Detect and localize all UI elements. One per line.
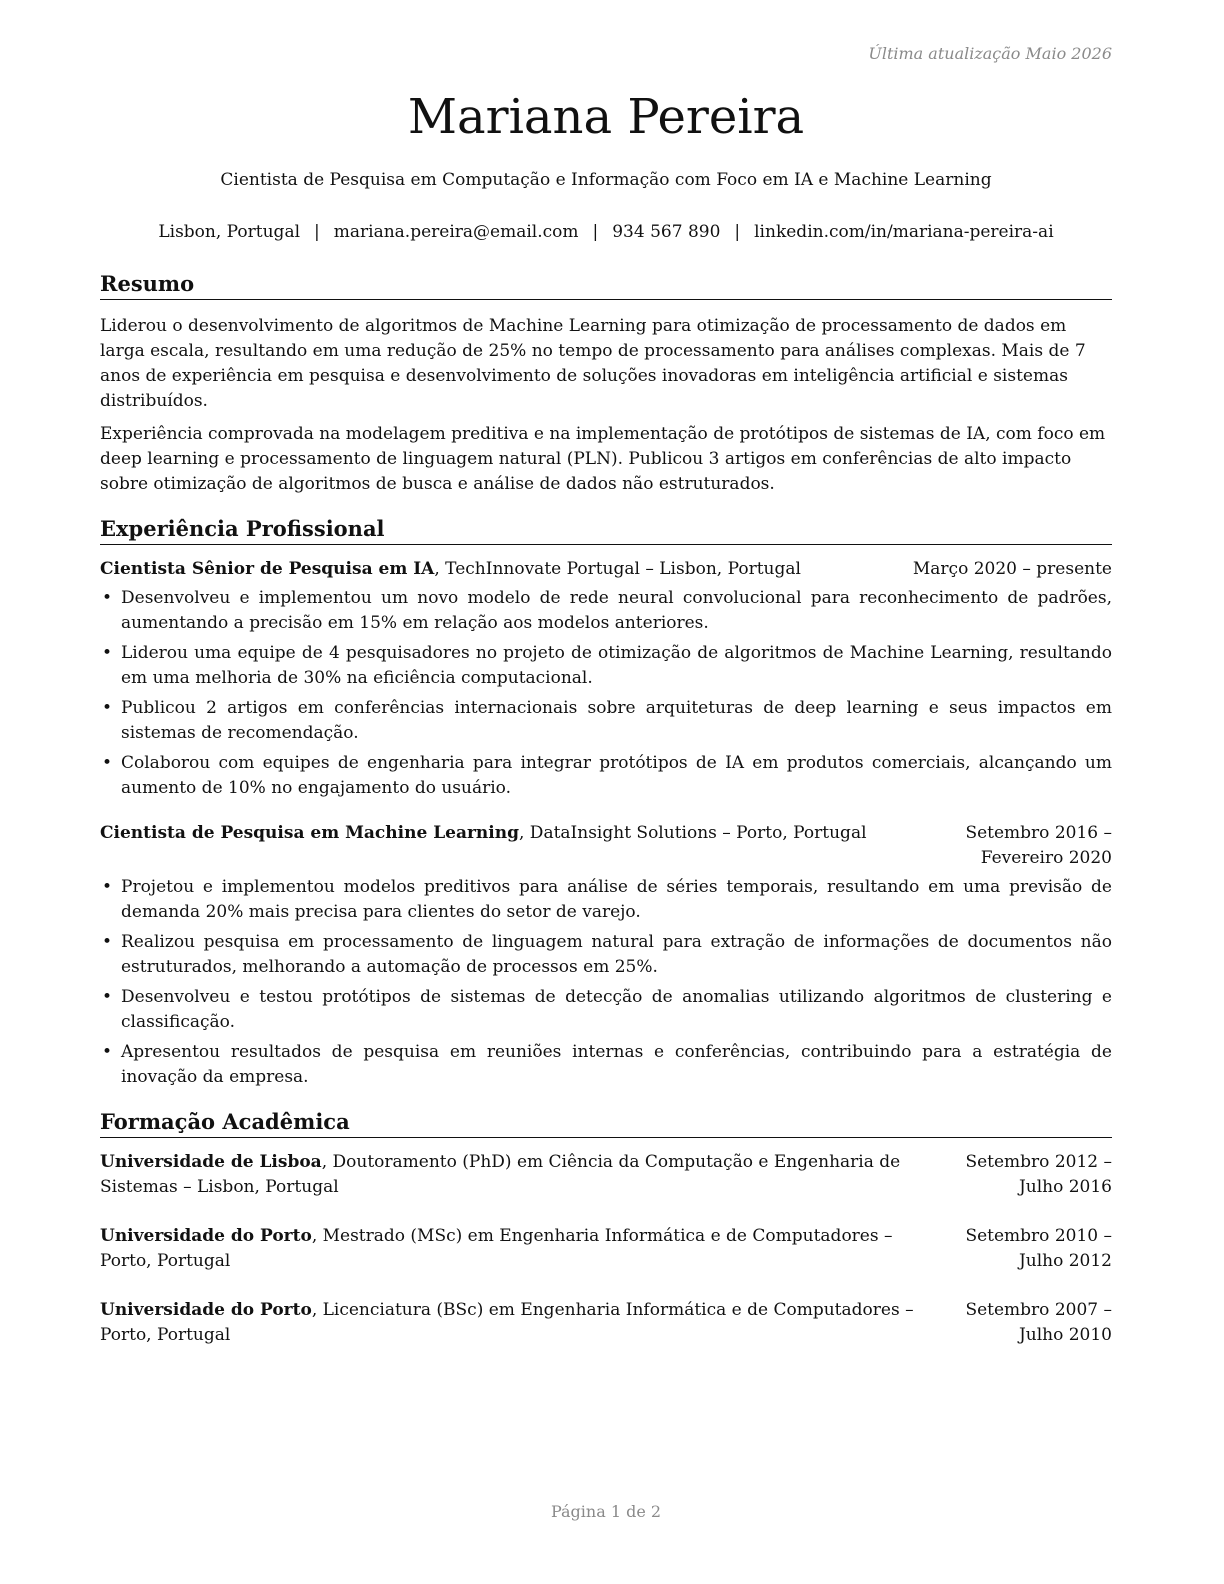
bullet-icon: • (102, 987, 113, 1007)
list-item (100, 586, 1112, 636)
job-entry (100, 557, 1112, 801)
list-item (100, 985, 1112, 1035)
job-bullets (100, 875, 1112, 1090)
degree-detail: , Licenciatura (BSc) em Engenharia Informática e de Computadores – Porto, Portugal (100, 1300, 914, 1345)
bullet-icon: • (102, 643, 113, 663)
list-item (100, 875, 1112, 925)
summary-paragraph: Liderou o desenvolvimento de algoritmos de Machine Learning para otimização de processamento de dados em larga escala, resultando em uma redução de 25% no tempo de processamento para análises complexas. Mais de 7 anos de experiência em pesquisa e desenvolvimento de soluções inovadoras em inteligência artificial e sistemas distribuídos. (100, 316, 1086, 411)
education-dates: Setembro 2010 – Julho 2012 (965, 1226, 1112, 1271)
section-title-summary: Resumo (100, 270, 1112, 300)
job-dates: Setembro 2016 – Fevereiro 2020 (965, 823, 1112, 868)
job-dates: Março 2020 – presente (912, 559, 1112, 579)
contact-phone: 934 567 890 (612, 222, 721, 242)
experience-section (100, 515, 1112, 1090)
bullet-icon: • (102, 588, 113, 608)
job-role: Cientista Sênior de Pesquisa em IA (100, 559, 435, 579)
list-item (100, 696, 1112, 746)
tagline: Cientista de Pesquisa em Computação e Informação com Foco em IA e Machine Learning (220, 170, 992, 190)
education-entry (100, 1224, 1112, 1274)
contact-line (100, 220, 1112, 244)
degree-detail: , Mestrado (MSc) em Engenharia Informática e de Computadores – Porto, Portugal (100, 1226, 893, 1271)
contact-location: Lisbon, Portugal (158, 222, 301, 242)
resume-content (100, 270, 1112, 1348)
list-item (100, 641, 1112, 691)
bullet-icon: • (102, 698, 113, 718)
bullet-text: Publicou 2 artigos em conferências internacionais sobre arquiteturas de deep learning e seus impactos em sistemas de recomendação. (121, 698, 1112, 743)
bullet-text: Realizou pesquisa em processamento de linguagem natural para extração de informações de documentos não estruturados, melhorando a automação de processos em 25%. (121, 932, 1112, 977)
degree-detail: , Doutoramento (PhD) em Ciência da Computação e Engenharia de Sistemas – Lisbon, Portugal (100, 1152, 901, 1197)
job-org: , TechInnovate Portugal – Lisbon, Portugal (434, 559, 801, 579)
bullet-icon: • (102, 1042, 113, 1062)
school-name: Universidade do Porto (100, 1300, 312, 1320)
resume-page (100, 0, 1112, 1584)
education-entry (100, 1150, 1112, 1200)
bullet-text: Projetou e implementou modelos preditivos para análise de séries temporais, resultando em uma previsão de demanda 20% mais precisa para clientes do setor de varejo. (121, 877, 1112, 922)
contact-email: mariana.pereira@email.com (333, 222, 579, 242)
contact-separator: | (314, 222, 320, 242)
job-org: , DataInsight Solutions – Porto, Portugal (519, 823, 867, 843)
education-entry (100, 1298, 1112, 1348)
education-dates: Setembro 2007 – Julho 2010 (965, 1300, 1112, 1345)
school-name: Universidade de Lisboa (100, 1152, 322, 1172)
page-number: Página 1 de 2 (550, 1502, 662, 1521)
list-item (100, 1040, 1112, 1090)
bullet-icon: • (102, 932, 113, 952)
education-section (100, 1108, 1112, 1348)
candidate-name: Mariana Pereira (407, 89, 805, 145)
education-dates: Setembro 2012 – Julho 2016 (965, 1152, 1112, 1197)
bullet-icon: • (102, 753, 113, 773)
section-title-education: Formação Acadêmica (100, 1108, 1112, 1138)
contact-separator: | (592, 222, 599, 242)
contact-linkedin: linkedin.com/in/mariana-pereira-ai (754, 222, 1054, 242)
contact-separator: | (734, 222, 741, 242)
job-role: Cientista de Pesquisa em Machine Learning (100, 823, 519, 843)
bullet-text: Desenvolveu e implementou um novo modelo de rede neural convolucional para reconhecimento de padrões, aumentando a precisão em 15% em relação aos modelos anteriores. (121, 588, 1112, 633)
last-updated: Última atualização Maio 2026 (868, 44, 1112, 63)
bullet-text: Colaborou com equipes de engenharia para integrar protótipos de IA em produtos comerciais, alcançando um aumento de 10% no engajamento do usuário. (121, 753, 1112, 798)
section-title-experience: Experiência Profissional (100, 515, 1112, 545)
bullet-text: Desenvolveu e testou protótipos de sistemas de detecção de anomalias utilizando algoritmos de clustering e classificação. (121, 987, 1112, 1032)
summary-section (100, 270, 1112, 497)
bullet-icon: • (102, 877, 113, 897)
bullet-text: Apresentou resultados de pesquisa em reuniões internas e conferências, contribuindo para a estratégia de inovação da empresa. (121, 1042, 1112, 1087)
job-bullets (100, 586, 1112, 801)
summary-paragraph: Experiência comprovada na modelagem preditiva e na implementação de protótipos de sistemas de IA, com foco em deep learning e processamento de linguagem natural (PLN). Publicou 3 artigos em conferências de alto impacto sobre otimização de algoritmos de busca e análise de dados não estruturados. (100, 424, 1106, 494)
bullet-text: Liderou uma equipe de 4 pesquisadores no projeto de otimização de algoritmos de Machine Learning, resultando em uma melhoria de 30% na eficiência computacional. (121, 643, 1112, 688)
school-name: Universidade do Porto (100, 1226, 312, 1246)
job-entry (100, 821, 1112, 1090)
list-item (100, 930, 1112, 980)
list-item (100, 751, 1112, 801)
